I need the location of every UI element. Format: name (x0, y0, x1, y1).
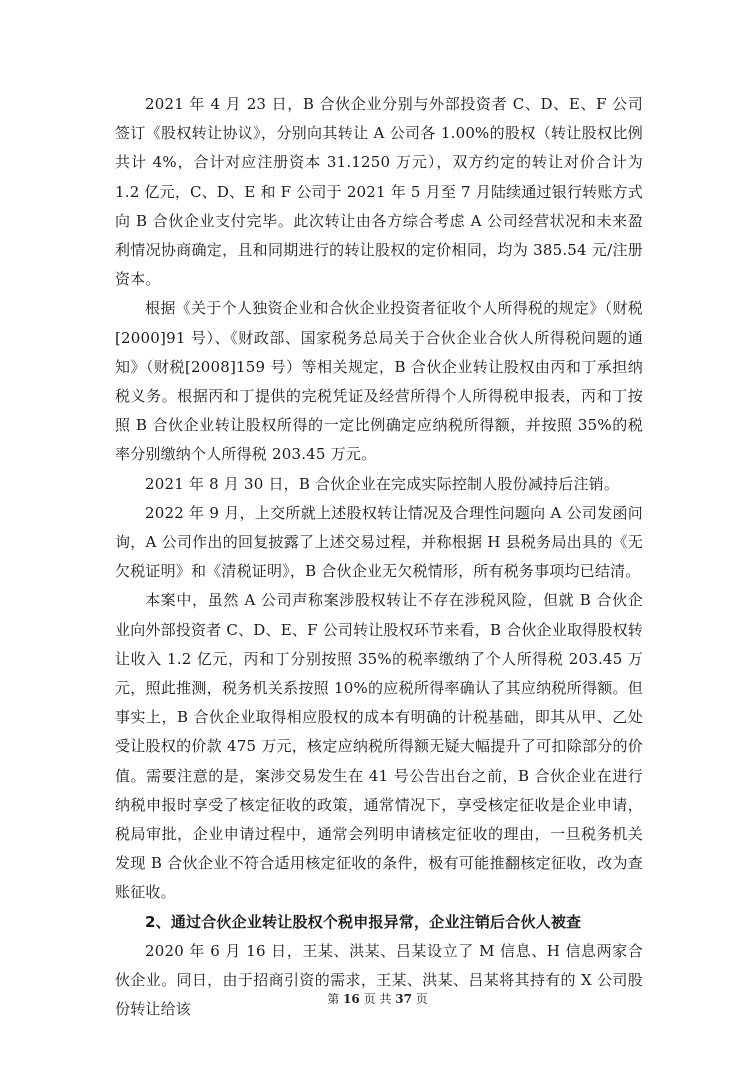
section-heading: 2、通过合伙企业转让股权个税申报异常，企业注销后合伙人被查 (145, 912, 582, 931)
paragraph-equity-transfer-agreement: 2021 年 4 月 23 日，B 合伙企业分别与外部投资者 C、D、E、F 公司签订《股权转让协议》，分别向其转让 A 公司各 1.00%的股权（转让股权比例共计 4%，合计对应注册资本 31.1250 万元），双方约定的转让对价合计为 1.2 亿元，C、D、E 和 F 公司于 2021 年 5 月至 7 月陆续通过银行转账方式向 B 合伙企业支付完毕。此次转让由各方综合考虑 A 公司经营状况和未来盈利情况协商确定，且和同期进行的转让股权的定价相同，均为 385.54 元/注册资本。 (115, 95, 643, 289)
paragraph-partnership-setup: 2020 年 6 月 16 日，王某、洪某、吕某设立了 M 信息、H 信息两家合伙企业。同日，由于招商引资的需求，王某、洪某、吕某将其持有的 X 公司股份转让给该 (115, 941, 643, 1019)
document-body (115, 90, 643, 1025)
page-footer (0, 990, 755, 1007)
current-page-number: 16 (343, 992, 360, 1006)
paragraph-case-analysis: 本案中，虽然 A 公司声称案涉股权转让不存在涉税风险，但就 B 合伙企业向外部投资者 C、D、E、F 公司转让股权环节来看，B 合伙企业取得股权转让收入 1.2 亿元，丙和丁分别按照 35%的税率缴纳了个人所得税 203.45 万元，照此推测，税务机关系按照 10%的应税所得率确认了其应纳税所得额。但事实上，B 合伙企业取得相应股权的成本有明确的计税基础，即其从甲、乙处受让股权的价款 475 万元，核定应纳税所得额无疑大幅提升了可扣除部分的价值。需要注意的是，案涉交易发生在 41 号公告出台之前，B 合伙企业在进行纳税申报时享受了核定征收的政策，通常情况下，享受核定征收是企业申请，税局审批，企业申请过程中，通常会列明申请核定征收的理由，一旦税务机关发现 B 合伙企业不符合适用核定征收的条件，极有可能推翻核定征收，改为查账征收。 (115, 591, 643, 902)
total-pages-number: 37 (395, 992, 412, 1006)
footer-middle: 页 共 (363, 992, 392, 1006)
paragraph-deregistration: 2021 年 8 月 30 日，B 合伙企业在完成实际控制人股份减持后注销。 (145, 474, 620, 493)
footer-prefix: 第 (327, 992, 340, 1006)
footer-suffix: 页 (415, 992, 428, 1006)
paragraph-tax-regulations: 根据《关于个人独资企业和合伙企业投资者征收个人所得税的规定》（财税[2000]91 号）、《财政部、国家税务总局关于合伙企业合伙人所得税问题的通知》（财税[2008]159 号）等相关规定，B 合伙企业转让股权由丙和丁承担纳税义务。根据丙和丁提供的完税凭证及经营所得个人所得税申报表，丙和丁按照 B 合伙企业转让股权所得的一定比例确定应纳税所得额，并按照 35%的税率分别缴纳个人所得税 203.45 万元。 (115, 299, 643, 464)
paragraph-exchange-inquiry: 2022 年 9 月，上交所就上述股权转让情况及合理性问题向 A 公司发函问询，A 公司作出的回复披露了上述交易过程，并称根据 H 县税务局出具的《无欠税证明》和《清税证明》，B 合伙企业无欠税情形，所有税务事项均已结清。 (115, 503, 643, 581)
